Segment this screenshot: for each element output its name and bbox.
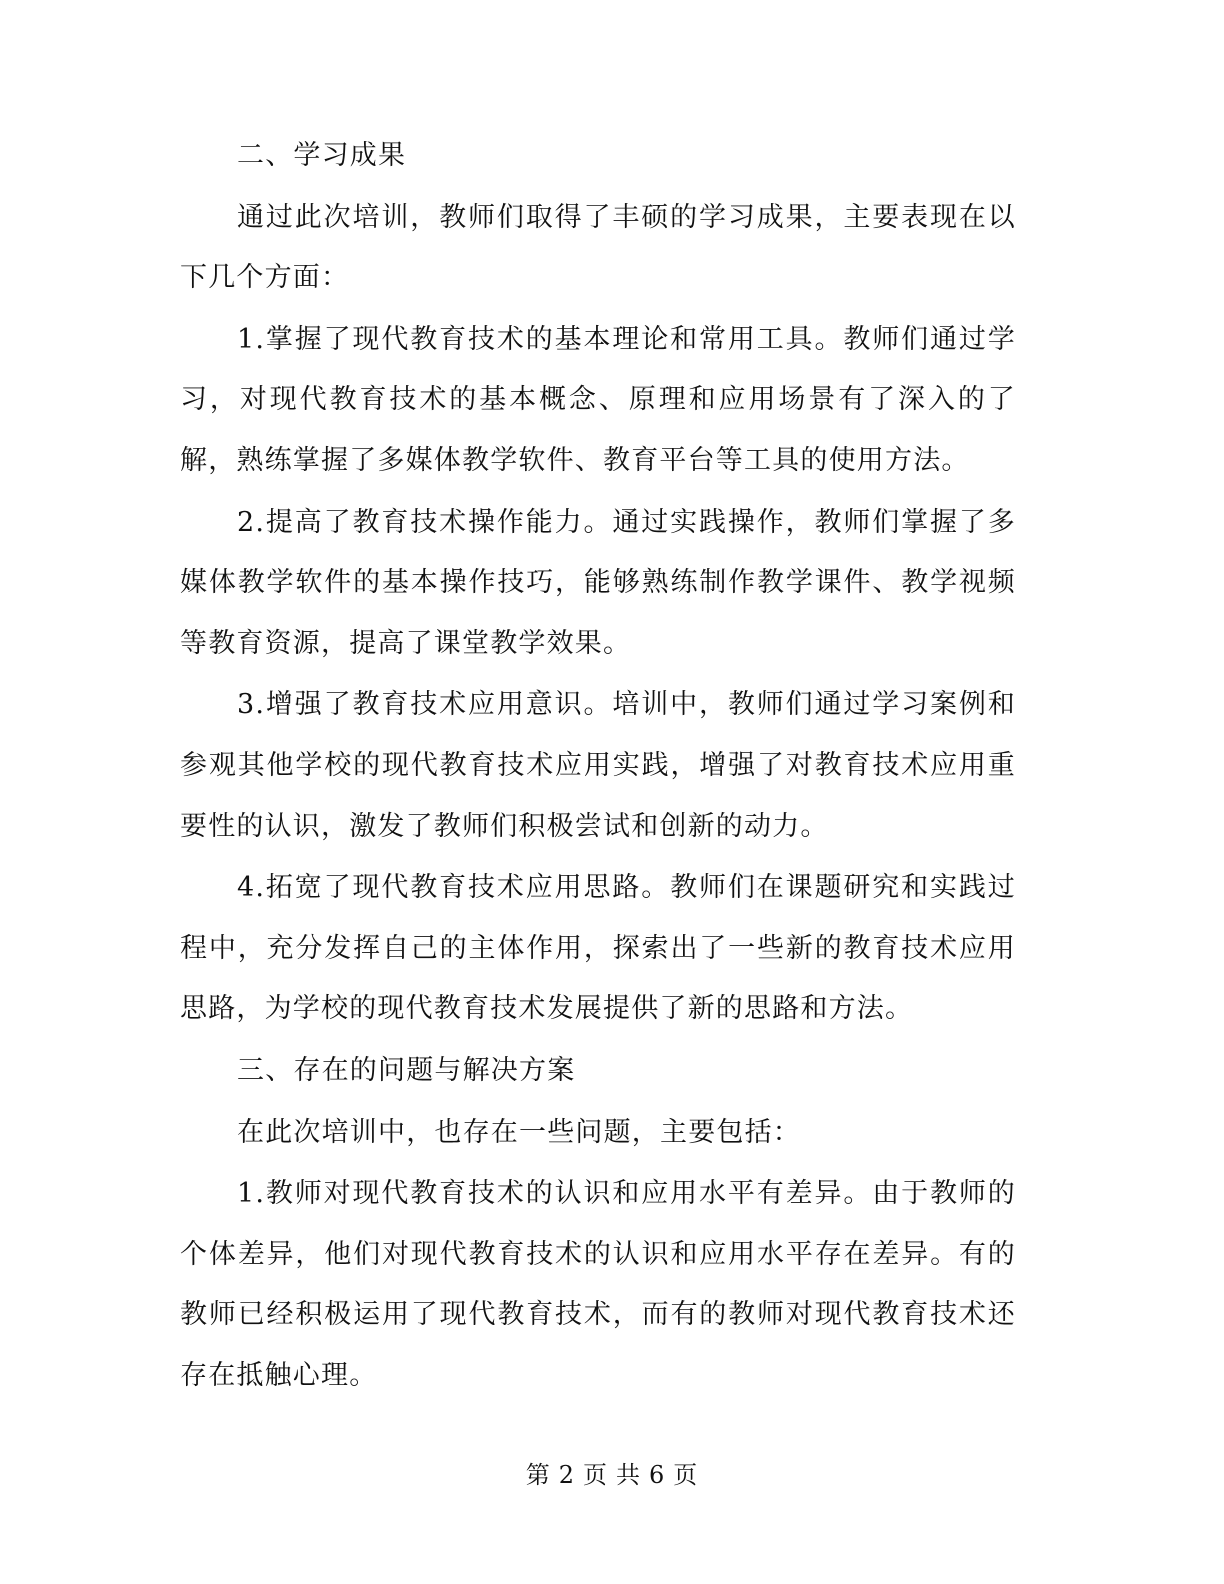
section-heading-problems-solutions: 三、存在的问题与解决方案: [237, 1054, 576, 1086]
page-label-prefix: 第: [525, 1461, 551, 1489]
outcome-item-1: 1.掌握了现代教育技术的基本理论和常用工具。教师们通过学习，对现代教育技术的基本概念、原理和应用场景有了深入的了解，熟练掌握了多媒体教学软件、教育平台等工具的使用方法。: [180, 323, 1016, 476]
outcome-item-4: 4.拓宽了现代教育技术应用思路。教师们在课题研究和实践过程中，充分发挥自己的主体作用，探索出了一些新的教育技术应用思路，为学校的现代教育技术发展提供了新的思路和方法。: [180, 872, 1016, 1025]
document-body: [180, 126, 1016, 1407]
problem-item-1: 1.教师对现代教育技术的认识和应用水平有差异。由于教师的个体差异，他们对现代教育技术的认识和应用水平存在差异。有的教师已经积极运用了现代教育技术，而有的教师对现代教育技术还存在抵触心理。: [180, 1178, 1016, 1391]
total-label-unit: 页: [673, 1461, 699, 1489]
problems-intro-paragraph: 在此次培训中，也存在一些问题，主要包括：: [237, 1116, 801, 1148]
outcome-item-2: 2.提高了教育技术操作能力。通过实践操作，教师们掌握了多媒体教学软件的基本操作技巧，能够熟练制作教学课件、教学视频等教育资源，提高了课堂教学效果。: [180, 506, 1016, 659]
section-heading-learning-outcomes: 二、学习成果: [237, 140, 407, 171]
total-page-count: 6: [649, 1461, 666, 1489]
current-page-number: 2: [558, 1461, 575, 1489]
section-intro-paragraph: 通过此次培训，教师们取得了丰硕的学习成果，主要表现在以下几个方面：: [180, 201, 1016, 294]
total-label-prefix: 共: [616, 1461, 641, 1489]
page-number-footer: [0, 1460, 1224, 1490]
page-label-unit: 页: [583, 1461, 608, 1489]
outcome-item-3: 3.增强了教育技术应用意识。培训中，教师们通过学习案例和参观其他学校的现代教育技术应用实践，增强了对教育技术应用重要性的认识，激发了教师们积极尝试和创新的动力。: [180, 689, 1016, 842]
